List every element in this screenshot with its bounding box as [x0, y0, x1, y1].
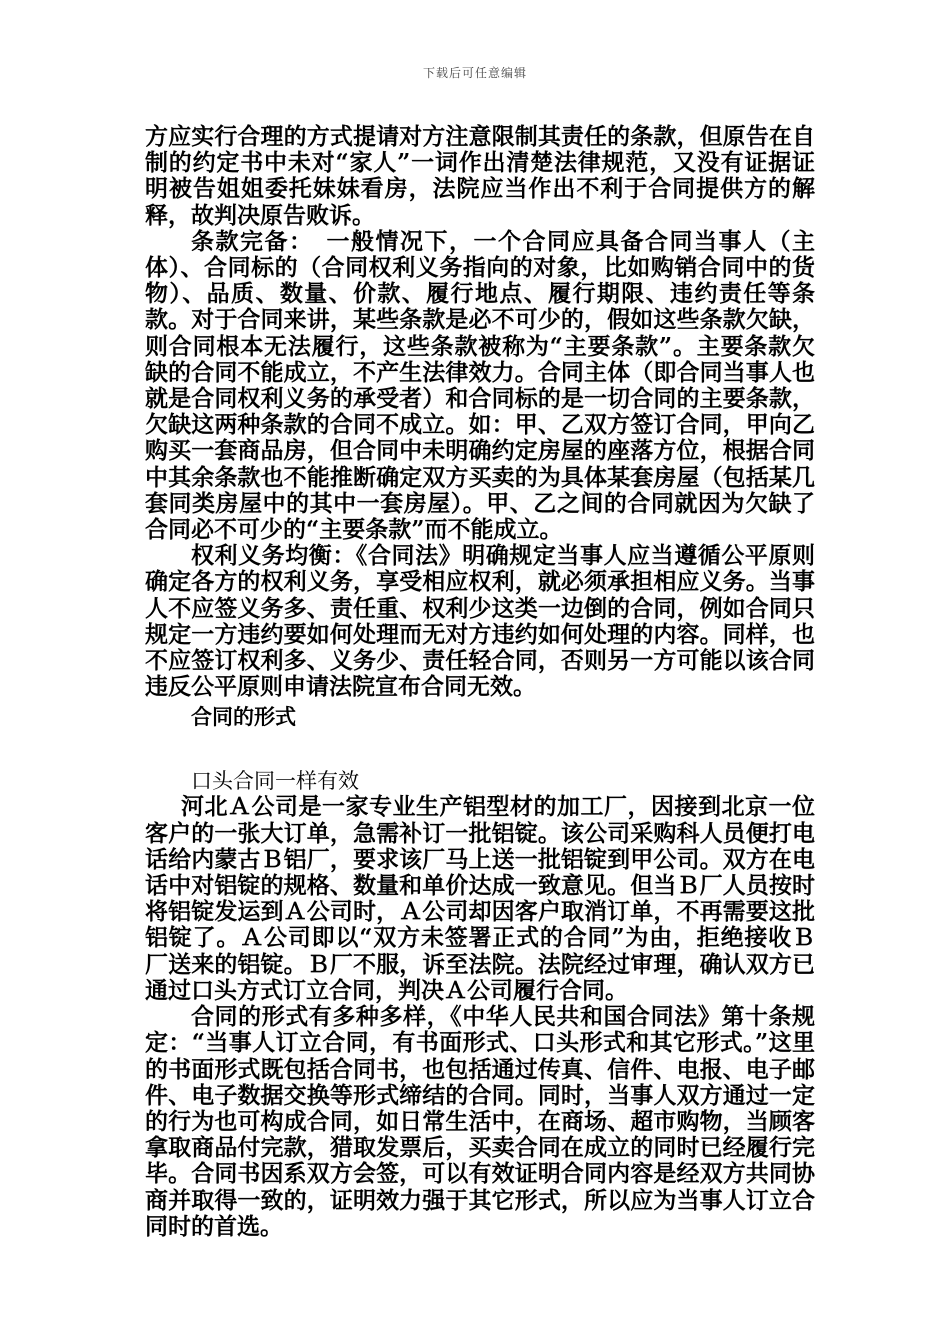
document-body: [145, 124, 815, 1240]
page-header: 下载后可任意编辑: [422, 66, 527, 80]
paragraph-3: 权利义务均衡：《合同法》明确规定当事人应当遵循公平原则确定各方的权利义务，享受相应权利，就必须承担相应义务。当事人不应签义务多、责任重、权利少这类一边倒的合同，例如合同只规定一方违约要如何处理而无对方违约如何处理的内容。同样，也不应签订权利多、义务少、责任轻合同，否则另一方可能以该合同违反公平原则申请法院宣布合同无效。: [145, 542, 815, 701]
paragraph-5: 合同的形式有多种多样，《中华人民共和国合同法》第十条规定：“当事人订立合同，有书面形式、口头形式和其它形式。”这里的书面形式既包括合同书，也包括通过传真、信件、电报、电子邮件、电子数据交换等形式缔结的合同。同时，当事人双方通过一定的行为也可构成合同，如日常生活中，在商场、超市购物，当顾客拿取商品付完款，猎取发票后，买卖合同在成立的同时已经履行完毕。合同书因系双方会签，可以有效证明合同内容是经双方共同协商并取得一致的，证明效力强于其它形式，所以应为当事人订立合同时的首选。: [145, 1003, 815, 1240]
paragraph-4: 河北Ａ公司是一家专业生产铝型材的加工厂，因接到北京一位客户的一张大订单，急需补订一批铝锭。该公司采购科人员便打电话给内蒙古Ｂ铝厂，要求该厂马上送一批铝锭到甲公司。双方在电话中对铝锭的规格、数量和单价达成一致意见。但当Ｂ厂人员按时将铝锭发运到Ａ公司时，Ａ公司却因客户取消订单，不再需要这批铝锭了。Ａ公司即以“双方未签署正式的合同”为由，拒绝接收Ｂ厂送来的铝锭。Ｂ厂不服，诉至法院。法院经过审理，确认双方已通过口头方式订立合同，判决Ａ公司履行合同。: [145, 793, 815, 1004]
paragraph-1: 方应实行合理的方式提请对方注意限制其责任的条款，但原告在自制的约定书中未对“家人”一词作出清楚法律规范，又没有证据证明被告姐姐委托妹妹看房，法院应当作出不利于合同提供方的解释，故判决原告败诉。: [145, 123, 815, 229]
section-heading: 合同的形式: [191, 705, 296, 730]
paragraph-2: 条款完备： 一般情况下，一个合同应具备合同当事人（主体）、合同标的（合同权利义务指向的对象，比如购销合同中的货物）、品质、数量、价款、履行地点、履行期限、违约责任等条款。对于合同来讲，某些条款是必不可少的，假如这些条款欠缺，则合同根本无法履行，这些条款被称为“主要条款”。主要条款欠缺的合同不能成立，不产生法律效力。合同主体（即合同当事人也就是合同权利义务的承受者）和合同标的是一切合同的主要条款，欠缺这两种条款的合同不成立。如：甲、乙双方签订合同，甲向乙购买一套商品房，但合同中未明确约定房屋的座落方位，根据合同中其余条款也不能推断确定双方买卖的为具体某套房屋（包括某几套同类房屋中的其中一套房屋）。甲、乙之间的合同就因为欠缺了合同必不可少的“主要条款”而不能成立。: [145, 227, 815, 544]
section-subheading: 口头合同一样有效: [191, 769, 359, 794]
